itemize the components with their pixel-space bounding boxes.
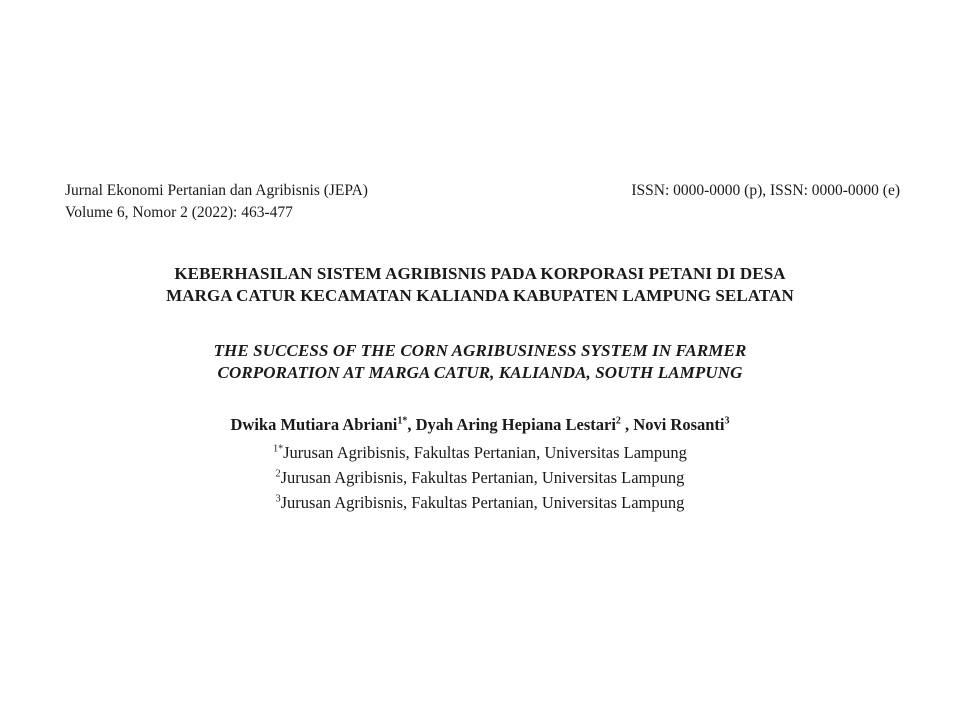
title-english-line-1: THE SUCCESS OF THE CORN AGRIBUSINESS SYSTEM IN FARMER: [213, 341, 747, 360]
author-name: Dwika Mutiara Abriani: [230, 415, 398, 434]
title-indonesian-line-1: KEBERHASILAN SISTEM AGRIBISNIS PADA KORPORASI PETANI DI DESA: [174, 264, 786, 283]
affiliation-text: Jurusan Agribisnis, Fakultas Pertanian, Universitas Lampung: [280, 468, 685, 487]
affiliation-item: [0, 440, 960, 465]
affiliation-mark: 2: [275, 468, 281, 480]
author-separator: ,: [407, 415, 416, 434]
title-english-line-2: CORPORATION AT MARGA CATUR, KALIANDA, SOUTH LAMPUNG: [217, 363, 743, 382]
author-affiliation-mark: 3: [724, 415, 730, 427]
author-name: Dyah Aring Hepiana Lestari: [415, 415, 616, 434]
affiliation-item: [0, 465, 960, 490]
affiliation-mark: 3: [275, 493, 281, 505]
journal-name: Jurnal Ekonomi Pertanian dan Agribisnis (JEPA): [65, 182, 368, 199]
affiliation-list: [0, 440, 960, 515]
journal-volume: Volume 6, Nomor 2 (2022): 463-477: [65, 204, 293, 221]
title-indonesian: [0, 263, 960, 307]
author-separator: ,: [620, 415, 634, 434]
affiliation-mark: 1*: [273, 443, 284, 455]
affiliation-item: [0, 490, 960, 515]
author-list: [0, 414, 960, 436]
title-english: [0, 340, 960, 384]
title-indonesian-line-2: MARGA CATUR KECAMATAN KALIANDA KABUPATEN LAMPUNG SELATAN: [166, 286, 794, 305]
affiliation-text: Jurusan Agribisnis, Fakultas Pertanian, Universitas Lampung: [280, 493, 685, 512]
author-affiliation-mark: 2: [615, 415, 621, 427]
journal-issn: ISSN: 0000-0000 (p), ISSN: 0000-0000 (e): [631, 182, 900, 199]
affiliation-text: Jurusan Agribisnis, Fakultas Pertanian, Universitas Lampung: [283, 443, 687, 462]
author-name: Novi Rosanti: [633, 415, 725, 434]
author-affiliation-mark: 1*: [397, 415, 408, 427]
